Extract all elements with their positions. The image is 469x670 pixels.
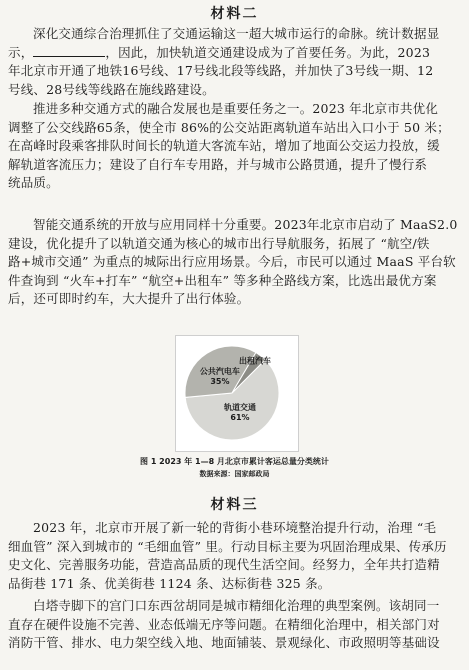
pie-value-label: 61% bbox=[230, 413, 250, 423]
text-line: 建设，优化提升了以轨道交通为核心的城市出行导航服务，拓展了 “航空/铁 bbox=[8, 235, 430, 251]
text-line: 后，还可即时约车，大大提升了出行体验。 bbox=[8, 291, 250, 307]
text-line: 件查询到 “火车+打车” “航空+出租车” 等多种全路线方案，比选出最优方案 bbox=[8, 272, 437, 288]
fill-in-blank bbox=[33, 46, 105, 57]
text-line: 在高峰时段乘客排队时间长的轨道大客流车站，增加了地面公交运力投放，缓 bbox=[8, 138, 440, 154]
text-line bbox=[8, 44, 460, 63]
material-3-paragraph-2 bbox=[8, 597, 460, 653]
text-line: 史文化、完善服务功能，营造高品质的现代生活空间。经努力，全年共打造精 bbox=[8, 557, 440, 573]
text-line: 调整了公交线路65条，使全市 86%的公交站距离轨道车站出入口小于 50 米； bbox=[8, 119, 450, 135]
text-line: 号线、28号线等线路在施线路建设。 bbox=[8, 81, 215, 97]
section-heading-material-2: 材料二 bbox=[210, 6, 259, 22]
pie-category-label: 轨道交通 bbox=[224, 403, 257, 413]
pie-chart bbox=[176, 336, 298, 451]
text-line: 解轨道客流压力；建设了自行车专用路，并与城市公路贯通，提升了慢行系 bbox=[8, 156, 428, 172]
text-line: 推进多种交通方式的融合发展也是重要任务之一。2023 年北京市共优化 bbox=[33, 101, 439, 116]
material-3-paragraph-1 bbox=[8, 519, 460, 593]
chart-source: 数据来源：国家邮政局 bbox=[199, 470, 270, 478]
pie-category-label: 出租汽车 bbox=[239, 356, 272, 366]
pie-category-label: 公共汽电车 bbox=[199, 366, 240, 376]
material-2-paragraph-1 bbox=[8, 25, 460, 99]
text-line: 统品质。 bbox=[8, 175, 59, 191]
text-line: 智能交通系统的开放与应用同样十分重要。2023年北京市启动了 MaaS2.0 bbox=[33, 217, 458, 232]
text-line: 消防干管、排水、电力架空线入地、地面铺装、景观绿化、市政照明等基础设 bbox=[8, 635, 440, 651]
material-2-paragraph-2 bbox=[8, 100, 460, 193]
text-line: 年北京市开通了地铁16号线、17号线北段等线路，并加快了3号线一期、12 bbox=[8, 63, 434, 79]
text-line: 白塔寺脚下的宫门口东西岔胡同是城市精细化治理的典型案例。该胡同一 bbox=[33, 598, 440, 613]
pie-chart-figure bbox=[175, 335, 299, 452]
chart-caption: 图 1 2023 年 1—8 月北京市累计客运总量分类统计 bbox=[140, 457, 329, 466]
text-fragment: ，因此，加快轨道交通建设成为了首要任务。为此，2023 bbox=[105, 44, 431, 60]
text-line: 直存在硬件设施不完善、业态低端无序等问题。在精细化治理中，相关部门对 bbox=[8, 616, 440, 632]
text-line: 2023 年，北京市开展了新一轮的背街小巷环境整治提升行动，治理 “毛 bbox=[33, 520, 437, 535]
text-line: 深化交通综合治理抓住了交通运输这一超大城市运行的命脉。统计数据显 bbox=[33, 26, 440, 41]
text-line: 路+城市交通” 为重点的城际出行应用场景。今后，市民可以通过 MaaS 平台软 bbox=[8, 254, 456, 270]
text-fragment: 示， bbox=[8, 44, 34, 60]
text-line: 品街巷 171 条、优美街巷 1124 条、达标街巷 325 条。 bbox=[8, 575, 331, 591]
pie-value-label: 35% bbox=[210, 376, 230, 386]
section-heading-material-3: 材料三 bbox=[210, 497, 259, 513]
material-2-paragraph-3 bbox=[8, 216, 460, 309]
text-line: 细血管” 深入到城市的 “毛细血管” 里。行动目标主要为巩固治理成果、传承历 bbox=[8, 538, 447, 554]
